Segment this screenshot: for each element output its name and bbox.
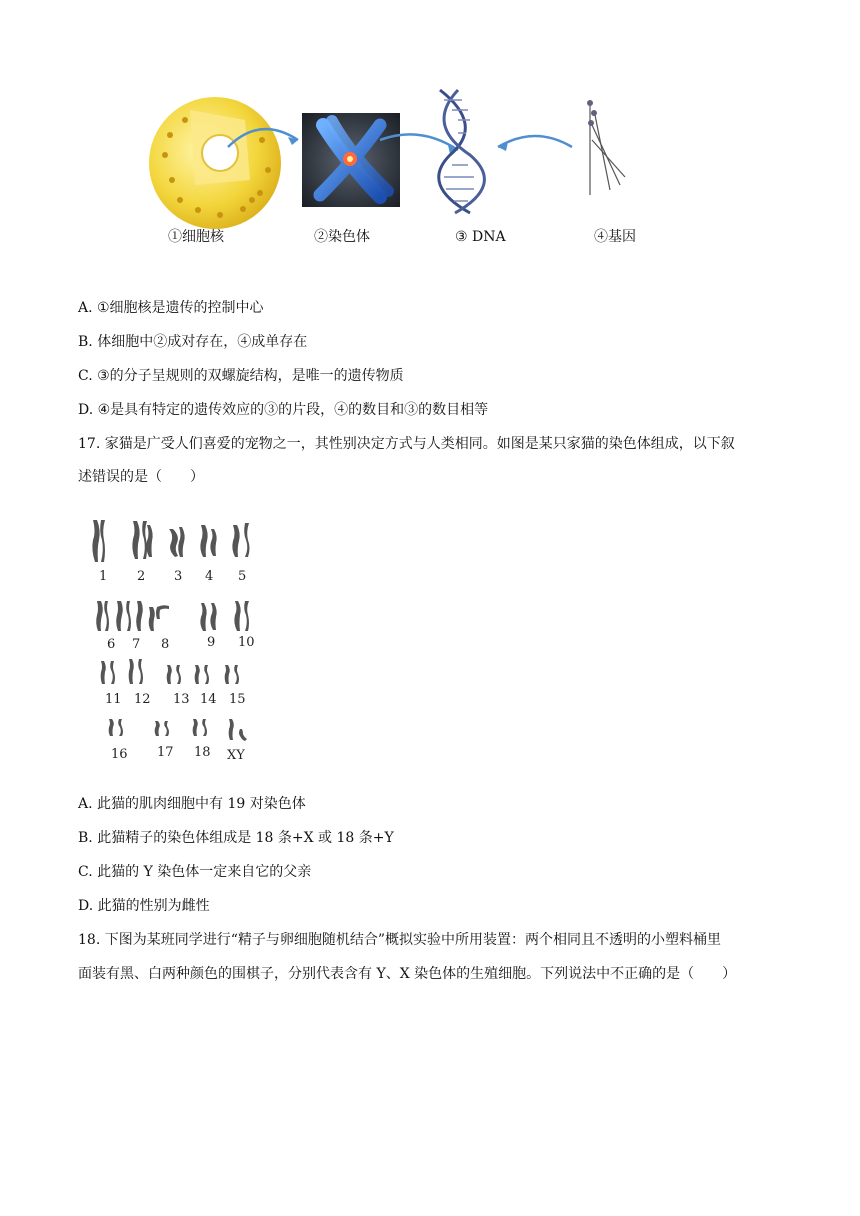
karyotype-label-4: 4 [205, 569, 214, 584]
caption-dna: ③ DNA [455, 229, 506, 245]
q17-stem-line1: 17. 家猫是广受人们喜爱的宠物之一，其性别决定方式与人类相同。如图是某只家猫的染色体组成，以下叙 [78, 436, 735, 452]
karyotype-label-17: 17 [157, 745, 174, 760]
chromosome-pair-9 [200, 603, 216, 631]
nucleus-illustration [149, 97, 281, 229]
karyotype-label-1: 1 [99, 569, 108, 584]
chromosome-pair-5 [232, 523, 249, 557]
chromosome-pair-13 [167, 665, 181, 684]
chromosome-pair-18 [193, 719, 207, 736]
chromosome-illustration [302, 113, 400, 207]
dna-illustration [439, 90, 485, 213]
karyotype-label-10: 10 [238, 635, 255, 650]
karyotype-label-5: 5 [238, 569, 247, 584]
karyotype-label-6: 6 [107, 637, 116, 652]
karyotype-label-9: 9 [207, 635, 216, 650]
q16-option-d: D. ④是具有特定的遗传效应的③的片段，④的数目和③的数目相等 [78, 402, 489, 418]
karyotype-label-16: 16 [111, 747, 128, 762]
caption-gene: ④基因 [594, 229, 636, 245]
q17-stem-line2: 述错误的是（ ） [78, 469, 204, 485]
karyotype-label-14: 14 [200, 692, 217, 707]
karyotype-label-7: 7 [132, 637, 141, 652]
karyotype-label-18: 18 [194, 745, 211, 760]
chromosome-pair-4 [200, 525, 216, 557]
karyotype-label-12: 12 [134, 692, 151, 707]
chromosome-pair-14 [195, 665, 209, 684]
karyotype-figure [85, 515, 275, 765]
chromosome-pair-15 [225, 665, 239, 684]
chromosome-pair-16 [109, 719, 123, 736]
q18-stem-line1: 18. 下图为某班同学进行“精子与卵细胞随机结合”概拟实验中所用装置：两个相同且不透明的小塑料桶里 [78, 932, 722, 948]
q17-option-a: A. 此猫的肌肉细胞中有 19 对染色体 [78, 796, 306, 812]
chromosome-pair-7 [116, 601, 143, 631]
chromosome-pair-12 [129, 659, 143, 684]
caption-chromosome: ②染色体 [314, 229, 370, 245]
q17-option-c: C. 此猫的 Y 染色体一定来自它的父亲 [78, 864, 312, 880]
gene-illustration [587, 100, 625, 195]
q18-stem-line2: 面装有黑、白两种颜色的围棋子，分别代表含有 Y、X 染色体的生殖细胞。下列说法中不正确的是（ ） [78, 966, 737, 982]
chromosome-pair-11 [101, 661, 115, 684]
chromosome-pair-6 [96, 601, 109, 631]
karyotype-label-2: 2 [137, 569, 146, 584]
karyotype-label-15: 15 [229, 692, 246, 707]
q17-option-d: D. 此猫的性别为雌性 [78, 898, 210, 914]
karyotype-label-11: 11 [105, 692, 122, 707]
chromosome-pair-2 [132, 521, 152, 559]
karyotype-label-xy: XY [227, 748, 245, 763]
q16-option-c: C. ③的分子呈规则的双螺旋结构，是唯一的遗传物质 [78, 368, 404, 384]
karyotype-label-8: 8 [161, 637, 170, 652]
q17-option-b: B. 此猫精子的染色体组成是 18 条+X 或 18 条+Y [78, 830, 394, 846]
q16-option-a: A. ①细胞核是遗传的控制中心 [78, 300, 264, 316]
caption-nucleus: ①细胞核 [168, 229, 224, 245]
karyotype-label-13: 13 [173, 692, 190, 707]
chromosome-pair-1 [92, 520, 105, 562]
chromosome-pair-8 [149, 605, 169, 631]
chromosome-pair-xy [229, 719, 247, 741]
chromosome-pair-17 [155, 721, 169, 736]
q16-option-b: B. 体细胞中②成对存在，④成单存在 [78, 334, 308, 350]
karyotype-label-3: 3 [174, 569, 183, 584]
chromosome-pair-10 [234, 601, 249, 631]
chromosome-pair-3 [169, 527, 185, 557]
